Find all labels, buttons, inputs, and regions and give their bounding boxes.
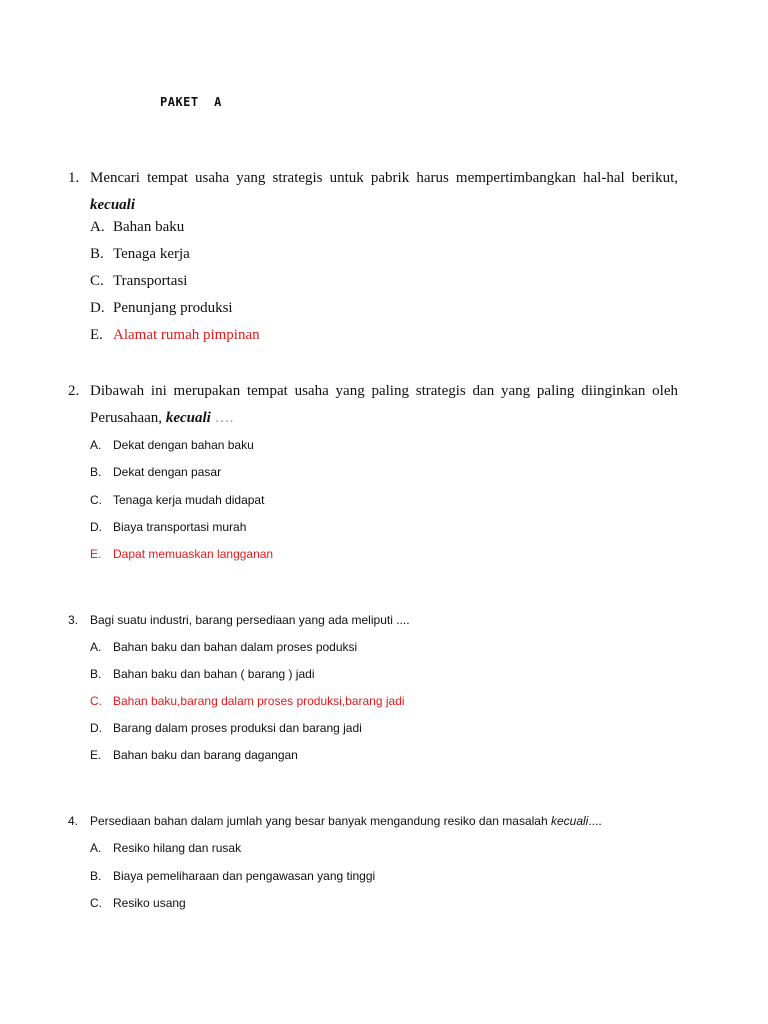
option-text: Transportasi [113, 273, 188, 289]
question-number: 4. [68, 814, 79, 828]
option-text: Bahan baku dan bahan ( barang ) jadi [113, 667, 315, 681]
option-b[interactable] [90, 666, 315, 682]
option-b[interactable] [90, 464, 221, 480]
option-text: Bahan baku dan barang dagangan [113, 748, 298, 762]
question-number: 2. [68, 383, 80, 399]
option-letter: A. [90, 219, 105, 235]
option-a[interactable] [90, 840, 241, 856]
correct-answer-text: Bahan baku,barang dalam proses produksi,barang jadi [113, 694, 405, 708]
option-letter: E. [90, 547, 102, 561]
option-text: Barang dalam proses produksi dan barang jadi [113, 721, 362, 735]
option-letter: C. [90, 694, 102, 708]
option-letter: E. [90, 327, 103, 343]
option-letter: A. [90, 841, 102, 855]
question-ellipsis: …. [214, 410, 234, 426]
option-c[interactable] [90, 273, 187, 290]
option-letter: C. [90, 493, 102, 507]
option-letter: E. [90, 748, 102, 762]
option-text: Resiko hilang dan rusak [113, 841, 242, 855]
option-letter: B. [90, 869, 102, 883]
question-number: 3. [68, 613, 79, 627]
question-text [90, 165, 678, 219]
document-title: PAKET A [160, 95, 222, 109]
option-letter: B. [90, 465, 102, 479]
option-text: Tenaga kerja mudah didapat [113, 493, 265, 507]
option-letter: B. [90, 246, 104, 262]
question-ellipsis: .... [588, 814, 602, 828]
question-keyword: kecuali [550, 814, 589, 828]
option-letter: B. [90, 667, 102, 681]
option-text: Dekat dengan bahan baku [113, 438, 254, 452]
option-text: Bahan baku [113, 219, 185, 235]
option-c[interactable] [90, 492, 264, 508]
option-e-correct[interactable] [90, 327, 260, 344]
option-letter: A. [90, 640, 102, 654]
option-d[interactable] [90, 300, 233, 317]
question-stem: Dibawah ini merupakan tempat usaha yang paling strategis dan yang paling diinginkan oleh Perusahaan, [90, 383, 678, 426]
option-d[interactable] [90, 519, 246, 535]
option-letter: A. [90, 438, 102, 452]
option-letter: D. [90, 300, 105, 316]
option-text: Bahan baku dan bahan dalam proses poduksi [113, 640, 358, 654]
question-number: 1. [68, 170, 80, 186]
question-text [90, 378, 678, 432]
option-text: Biaya transportasi murah [113, 520, 247, 534]
option-letter: C. [90, 896, 102, 910]
correct-answer-text: Dapat memuaskan langganan [113, 547, 274, 561]
option-text: Resiko usang [113, 896, 186, 910]
option-a[interactable] [90, 639, 357, 655]
option-b[interactable] [90, 246, 190, 263]
question-keyword: kecuali [90, 197, 135, 213]
option-c[interactable] [90, 895, 186, 911]
option-letter: C. [90, 273, 104, 289]
option-letter: D. [90, 721, 102, 735]
question-stem: Mencari tempat usaha yang strategis untuk pabrik harus mempertimbangkan hal-hal berikut, [90, 170, 678, 186]
option-e[interactable] [90, 747, 298, 763]
option-letter: D. [90, 520, 102, 534]
option-text: Tenaga kerja [113, 246, 190, 262]
option-b[interactable] [90, 868, 375, 884]
option-text: Dekat dengan pasar [113, 465, 222, 479]
option-text: Biaya pemeliharaan dan pengawasan yang tinggi [113, 869, 376, 883]
option-d[interactable] [90, 720, 362, 736]
question-stem: Persediaan bahan dalam jumlah yang besar banyak mengandung resiko dan masalah [90, 814, 548, 828]
question-keyword: kecuali [165, 410, 211, 426]
option-a[interactable] [90, 219, 184, 236]
option-text: Penunjang produksi [113, 300, 233, 316]
question-text: Bagi suatu industri, barang persediaan yang ada meliputi .... [90, 613, 410, 627]
question-text [90, 813, 730, 829]
option-c-correct[interactable] [90, 693, 405, 709]
correct-answer-text: Alamat rumah pimpinan [113, 327, 260, 343]
option-a[interactable] [90, 437, 254, 453]
option-e-correct[interactable] [90, 546, 273, 562]
